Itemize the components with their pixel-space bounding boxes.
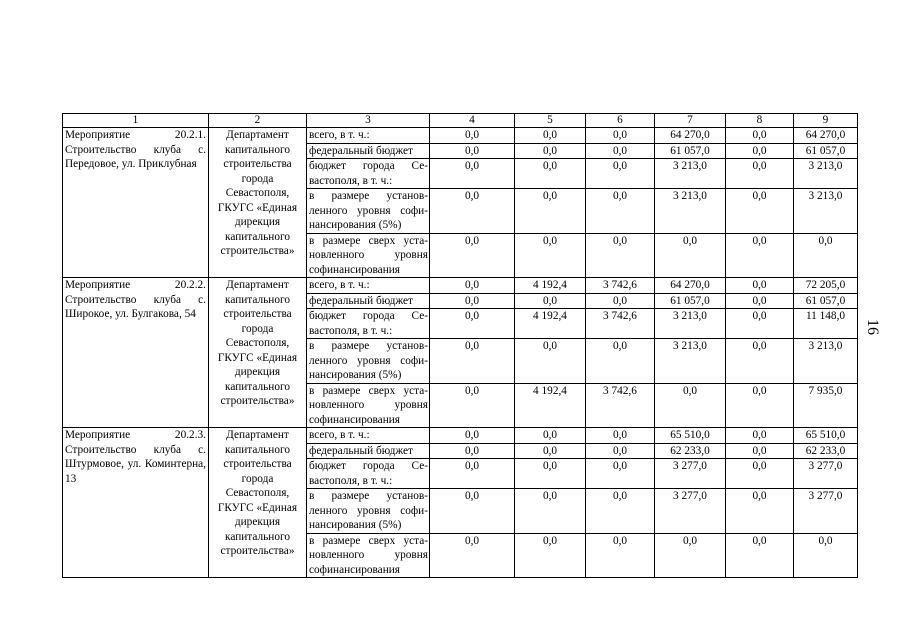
value-cell: 0,0 — [430, 339, 515, 384]
source-cell: бюджет города Севастополя, в т. ч.: — [307, 159, 430, 189]
value-cell: 0,0 — [586, 233, 655, 278]
value-cell: 0,0 — [794, 233, 858, 278]
value-cell: 0,0 — [430, 489, 515, 534]
value-cell: 3 213,0 — [794, 159, 858, 189]
source-cell: бюджет города Севастополя, в т. ч.: — [307, 459, 430, 489]
value-cell: 3 213,0 — [655, 309, 726, 339]
table-row — [63, 128, 858, 144]
column-header: 8 — [726, 114, 794, 128]
value-cell: 3 277,0 — [655, 489, 726, 534]
value-cell: 11 148,0 — [794, 309, 858, 339]
department-cell: Департамент капитального строительства города Севастополя, ГКУГС «Единая дирекция капитального строительства» — [209, 128, 307, 278]
value-cell: 3 213,0 — [794, 189, 858, 234]
value-cell: 3 213,0 — [655, 159, 726, 189]
source-cell: в размере установленного уровня софинансирования (5%) — [307, 489, 430, 534]
column-header: 4 — [430, 114, 515, 128]
value-cell: 62 233,0 — [794, 443, 858, 459]
event-cell: Мероприятие 20.2.2. Строительство клуба с. Широкое, ул. Булгакова, 54 — [63, 278, 209, 428]
value-cell: 0,0 — [586, 159, 655, 189]
value-cell: 0,0 — [515, 293, 586, 309]
value-cell: 0,0 — [586, 459, 655, 489]
value-cell: 7 935,0 — [794, 383, 858, 428]
value-cell: 3 742,6 — [586, 309, 655, 339]
value-cell: 0,0 — [586, 189, 655, 234]
value-cell: 0,0 — [430, 128, 515, 144]
department-cell: Департамент капитального строительства города Севастополя, ГКУГС «Единая дирекция капитального строительства» — [209, 428, 307, 578]
value-cell: 0,0 — [515, 143, 586, 159]
value-cell: 0,0 — [586, 128, 655, 144]
source-cell: в размере установленного уровня софинансирования (5%) — [307, 339, 430, 384]
value-cell: 0,0 — [515, 443, 586, 459]
source-cell: всего, в т. ч.: — [307, 428, 430, 444]
value-cell: 0,0 — [655, 383, 726, 428]
source-cell: в размере сверх установленного уровня софинансирования — [307, 533, 430, 578]
value-cell: 0,0 — [726, 309, 794, 339]
value-cell: 0,0 — [586, 533, 655, 578]
value-cell: 3 742,6 — [586, 383, 655, 428]
value-cell: 61 057,0 — [655, 143, 726, 159]
value-cell: 0,0 — [515, 128, 586, 144]
value-cell: 0,0 — [430, 143, 515, 159]
value-cell: 0,0 — [430, 383, 515, 428]
source-cell: в размере сверх установленного уровня софинансирования — [307, 233, 430, 278]
value-cell: 65 510,0 — [794, 428, 858, 444]
value-cell: 61 057,0 — [794, 143, 858, 159]
value-cell: 0,0 — [586, 489, 655, 534]
value-cell: 0,0 — [586, 428, 655, 444]
value-cell: 0,0 — [515, 233, 586, 278]
value-cell: 0,0 — [726, 339, 794, 384]
value-cell: 0,0 — [655, 533, 726, 578]
funding-table — [62, 113, 858, 578]
value-cell: 0,0 — [430, 459, 515, 489]
value-cell: 0,0 — [726, 489, 794, 534]
value-cell: 3 277,0 — [794, 459, 858, 489]
value-cell: 0,0 — [726, 459, 794, 489]
value-cell: 3 213,0 — [794, 339, 858, 384]
column-header: 3 — [307, 114, 430, 128]
value-cell: 0,0 — [430, 278, 515, 294]
source-cell: всего, в т. ч.: — [307, 278, 430, 294]
value-cell: 0,0 — [726, 128, 794, 144]
value-cell: 64 270,0 — [655, 128, 726, 144]
value-cell: 61 057,0 — [794, 293, 858, 309]
value-cell: 0,0 — [430, 533, 515, 578]
value-cell: 3 213,0 — [655, 189, 726, 234]
value-cell: 0,0 — [515, 189, 586, 234]
value-cell: 0,0 — [726, 293, 794, 309]
column-header: 6 — [586, 114, 655, 128]
value-cell: 0,0 — [586, 443, 655, 459]
value-cell: 0,0 — [586, 293, 655, 309]
value-cell: 0,0 — [515, 428, 586, 444]
value-cell: 0,0 — [726, 443, 794, 459]
value-cell: 0,0 — [515, 533, 586, 578]
value-cell: 0,0 — [726, 189, 794, 234]
event-cell: Мероприятие 20.2.1. Строительство клуба с. Передовое, ул. Приклубная — [63, 128, 209, 278]
source-cell: федеральный бюджет — [307, 443, 430, 459]
value-cell: 0,0 — [430, 428, 515, 444]
column-number-header-row — [63, 114, 858, 128]
value-cell: 0,0 — [586, 143, 655, 159]
value-cell: 0,0 — [726, 159, 794, 189]
value-cell: 61 057,0 — [655, 293, 726, 309]
funding-table-container — [62, 113, 857, 578]
value-cell: 0,0 — [655, 233, 726, 278]
column-header: 7 — [655, 114, 726, 128]
table-row — [63, 428, 858, 444]
value-cell: 0,0 — [586, 339, 655, 384]
value-cell: 0,0 — [726, 233, 794, 278]
event-cell: Мероприятие 20.2.3. Строительство клуба с. Штурмовое, ул. Коминтерна, 13 — [63, 428, 209, 578]
value-cell: 64 270,0 — [794, 128, 858, 144]
value-cell: 64 270,0 — [655, 278, 726, 294]
source-cell: федеральный бюджет — [307, 143, 430, 159]
value-cell: 3 277,0 — [794, 489, 858, 534]
source-cell: федеральный бюджет — [307, 293, 430, 309]
page-number: 16 — [864, 319, 881, 335]
value-cell: 0,0 — [430, 443, 515, 459]
value-cell: 0,0 — [515, 489, 586, 534]
source-cell: в размере установленного уровня софинансирования (5%) — [307, 189, 430, 234]
value-cell: 0,0 — [430, 189, 515, 234]
value-cell: 0,0 — [726, 278, 794, 294]
source-cell: в размере сверх установленного уровня софинансирования — [307, 383, 430, 428]
value-cell: 0,0 — [794, 533, 858, 578]
value-cell: 4 192,4 — [515, 383, 586, 428]
value-cell: 0,0 — [726, 383, 794, 428]
value-cell: 0,0 — [430, 233, 515, 278]
value-cell: 3 277,0 — [655, 459, 726, 489]
value-cell: 0,0 — [726, 533, 794, 578]
value-cell: 0,0 — [430, 309, 515, 339]
value-cell: 0,0 — [726, 143, 794, 159]
column-header: 2 — [209, 114, 307, 128]
value-cell: 4 192,4 — [515, 278, 586, 294]
column-header: 9 — [794, 114, 858, 128]
value-cell: 72 205,0 — [794, 278, 858, 294]
value-cell: 0,0 — [726, 428, 794, 444]
value-cell: 0,0 — [430, 159, 515, 189]
column-header: 5 — [515, 114, 586, 128]
funding-table-body — [63, 128, 858, 578]
value-cell: 3 742,6 — [586, 278, 655, 294]
source-cell: всего, в т. ч.: — [307, 128, 430, 144]
table-row — [63, 278, 858, 294]
value-cell: 0,0 — [515, 339, 586, 384]
column-header: 1 — [63, 114, 209, 128]
value-cell: 0,0 — [515, 159, 586, 189]
value-cell: 4 192,4 — [515, 309, 586, 339]
value-cell: 0,0 — [430, 293, 515, 309]
department-cell: Департамент капитального строительства города Севастополя, ГКУГС «Единая дирекция капитального строительства» — [209, 278, 307, 428]
value-cell: 65 510,0 — [655, 428, 726, 444]
source-cell: бюджет города Севастополя, в т. ч.: — [307, 309, 430, 339]
value-cell: 3 213,0 — [655, 339, 726, 384]
value-cell: 62 233,0 — [655, 443, 726, 459]
value-cell: 0,0 — [515, 459, 586, 489]
